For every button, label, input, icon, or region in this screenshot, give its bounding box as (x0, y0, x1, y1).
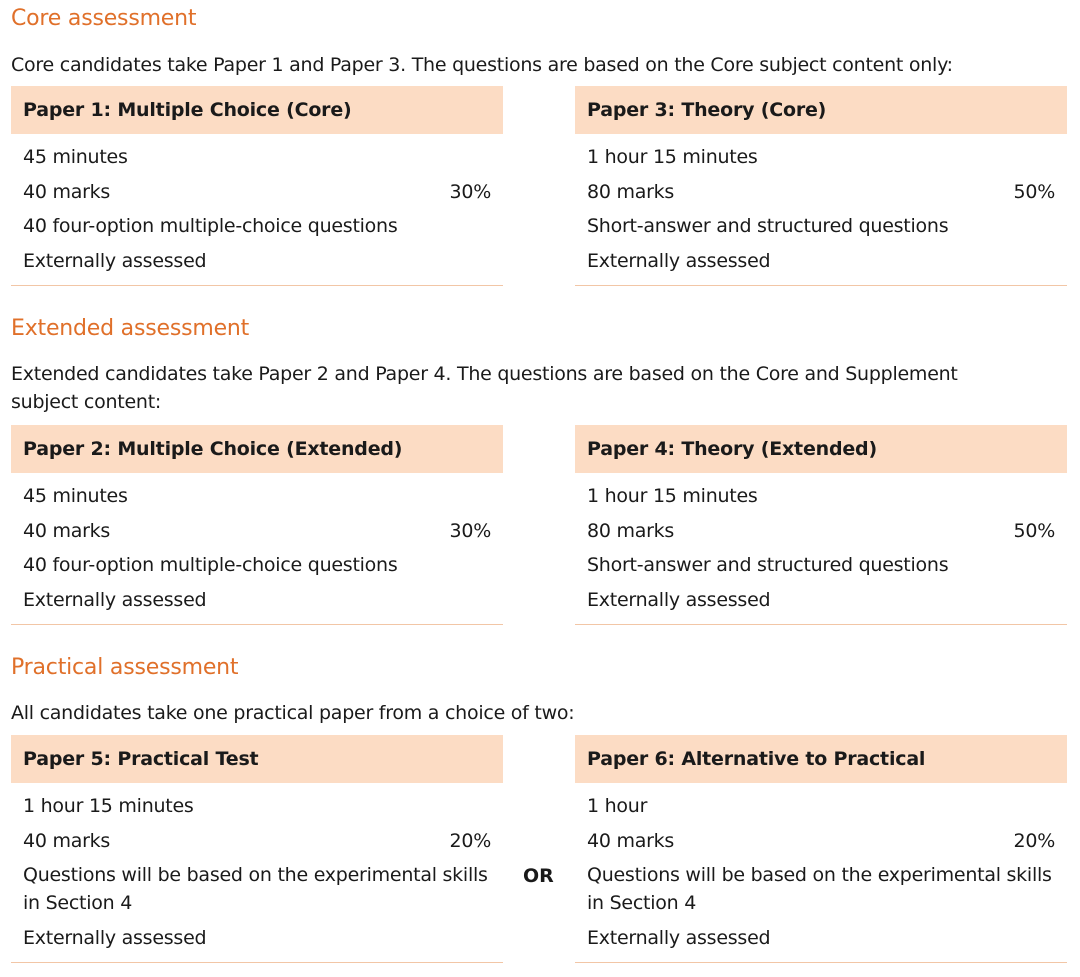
paper-3-duration: 1 hour 15 minutes (587, 146, 758, 168)
paper-6-title: Paper 6: Alternative to Practical (575, 735, 1067, 783)
paper-5-marks: 40 marks (23, 829, 111, 852)
paper-5-description: Questions will be based on the experimental skills in Section 4 (23, 864, 488, 914)
paper-6-marks-row (587, 827, 1055, 855)
paper-4-assessment: Externally assessed (587, 588, 771, 611)
paper-6-description: Questions will be based on the experimental skills in Section 4 (587, 864, 1052, 914)
paper-5-card (11, 735, 503, 963)
paper-4-description: Short-answer and structured questions (587, 554, 949, 576)
paper-1-marks-row (23, 178, 491, 206)
paper-3-weight: 50% (1013, 180, 1055, 203)
paper-3-description: Short-answer and structured questions (587, 215, 949, 237)
paper-4-card (575, 425, 1067, 625)
paper-6-duration: 1 hour (587, 795, 648, 817)
paper-5-assessment: Externally assessed (23, 926, 207, 949)
paper-3-marks-row (587, 178, 1055, 206)
paper-1-description: 40 four-option multiple-choice questions (23, 215, 398, 237)
practical-heading: Practical assessment (11, 655, 239, 680)
paper-1-duration: 45 minutes (23, 146, 128, 168)
paper-3-marks: 80 marks (587, 180, 675, 203)
practical-intro: All candidates take one practical paper from a choice of two: (11, 702, 575, 724)
paper-2-duration: 45 minutes (23, 485, 128, 507)
paper-5-title: Paper 5: Practical Test (11, 735, 503, 783)
core-intro: Core candidates take Paper 1 and Paper 3. The questions are based on the Core subject content only: (11, 54, 953, 76)
paper-6-assessment: Externally assessed (587, 926, 771, 949)
paper-4-weight: 50% (1013, 519, 1055, 542)
paper-6-weight: 20% (1013, 829, 1055, 852)
paper-2-description: 40 four-option multiple-choice questions (23, 554, 398, 576)
paper-4-duration: 1 hour 15 minutes (587, 485, 758, 507)
paper-4-marks: 80 marks (587, 519, 675, 542)
paper-1-card (11, 86, 503, 286)
paper-6-marks: 40 marks (587, 829, 675, 852)
paper-2-marks-row (23, 517, 491, 545)
paper-3-assessment: Externally assessed (587, 249, 771, 272)
paper-2-weight: 30% (449, 519, 491, 542)
paper-1-marks: 40 marks (23, 180, 111, 203)
paper-5-marks-row (23, 827, 491, 855)
paper-2-assessment: Externally assessed (23, 588, 207, 611)
extended-intro: Extended candidates take Paper 2 and Paper 4. The questions are based on the Core and Supplement subject content: (11, 363, 958, 413)
paper-1-assessment: Externally assessed (23, 249, 207, 272)
paper-4-marks-row (587, 517, 1055, 545)
paper-2-card (11, 425, 503, 625)
paper-1-weight: 30% (449, 180, 491, 203)
paper-4-title: Paper 4: Theory (Extended) (575, 425, 1067, 473)
paper-5-duration: 1 hour 15 minutes (23, 795, 194, 817)
paper-5-weight: 20% (449, 829, 491, 852)
paper-1-title: Paper 1: Multiple Choice (Core) (11, 86, 503, 134)
paper-2-title: Paper 2: Multiple Choice (Extended) (11, 425, 503, 473)
paper-6-card (575, 735, 1067, 963)
or-label: OR (523, 865, 554, 887)
core-heading: Core assessment (11, 6, 197, 31)
paper-3-card (575, 86, 1067, 286)
paper-2-marks: 40 marks (23, 519, 111, 542)
extended-heading: Extended assessment (11, 316, 250, 341)
paper-3-title: Paper 3: Theory (Core) (575, 86, 1067, 134)
